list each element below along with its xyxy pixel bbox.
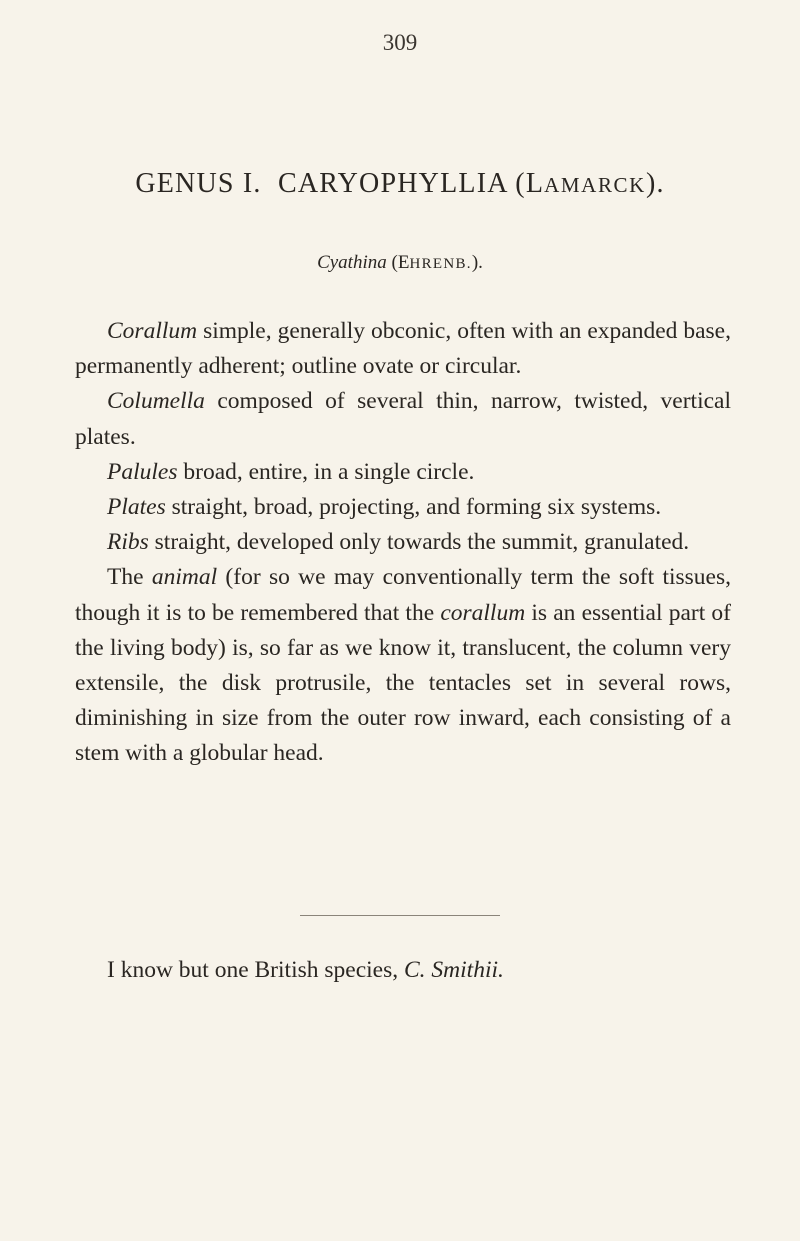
animal-text: is an essential part of the living body) is, so far as we know it, translucent, the column very extensile, the disk protrusile, the tentacles set in several rows, diminishing in size from the outer row inward, each consisting of a stem with a globular head.	[75, 599, 731, 767]
synonym-close-paren: ).	[471, 252, 483, 273]
genus-description	[75, 314, 731, 772]
closing-line	[107, 957, 747, 984]
synonym-open-paren: (	[391, 252, 398, 273]
description-text: broad, entire, in a single circle.	[177, 458, 475, 485]
species-name: C. Smithii.	[403, 957, 504, 983]
description-text: simple, generally obconic, often with an expanded base, permanently adherent; outline ovate or circular.	[75, 318, 731, 380]
authority-open-paren: (	[515, 168, 526, 199]
description-text: straight, developed only towards the summit, granulated.	[148, 529, 690, 556]
synonym-line	[0, 252, 800, 274]
description-paragraph	[75, 314, 731, 384]
description-term: Columella	[107, 388, 205, 415]
animal-text: The	[107, 564, 152, 591]
genus-name: CARYOPHYLLIA	[278, 168, 508, 199]
synonym-name: Cyathina	[317, 252, 387, 273]
description-term: Corallum	[107, 318, 198, 344]
authority-close-paren: ).	[645, 168, 665, 199]
animal-term: animal	[151, 564, 218, 591]
description-paragraph	[75, 384, 731, 454]
animal-text: (for so we may conventionally term the soft tissues, though it is to be remembered that the	[75, 564, 731, 626]
description-paragraph	[75, 455, 731, 490]
section-divider	[300, 915, 500, 916]
page-number: 309	[382, 30, 418, 55]
description-term: Ribs	[107, 529, 149, 556]
description-paragraph	[75, 525, 731, 560]
synonym-authority-rest: HRENB.	[409, 256, 472, 272]
authority-initial: L	[525, 168, 545, 199]
genus-heading	[0, 168, 800, 200]
description-term: Palules	[107, 458, 178, 485]
description-paragraph	[75, 490, 731, 525]
authority-rest: AMARCK	[544, 173, 646, 197]
corallum-term: corallum	[440, 599, 526, 626]
genus-prefix: GENUS I.	[135, 168, 262, 199]
description-term: Plates	[107, 494, 166, 521]
description-text: composed of several thin, narrow, twisted, vertical plates.	[75, 388, 731, 450]
synonym-authority-initial: E	[397, 252, 410, 273]
animal-paragraph	[75, 560, 731, 771]
closing-text: I know but one British species,	[107, 957, 404, 983]
description-text: straight, broad, projecting, and forming six systems.	[165, 494, 662, 521]
